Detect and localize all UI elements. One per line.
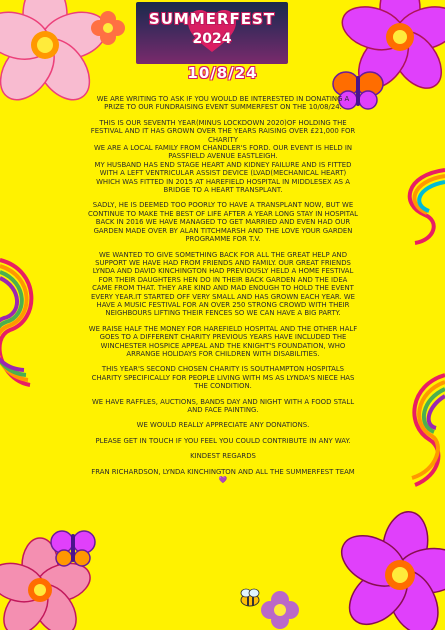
orange-flower-top-left xyxy=(88,8,128,48)
magenta-flower-bottom-right xyxy=(335,510,445,630)
event-year: 2024 xyxy=(192,31,232,47)
letter-paragraph: THIS YEAR'S SECOND CHOSEN CHARITY IS SOUTHAMPTON HOSPITALS CHARITY SPECIFICALLY FOR PEOPLE LIVING WITH MS AS LYNDA'S NIECE HAS THE CONDITION. xyxy=(91,365,355,391)
butterfly-icon-bottom-left xyxy=(50,528,96,570)
letter-paragraph: WE ARE WRITING TO ASK IF YOU WOULD BE INTERESTED IN DONATING A PRIZE TO OUR FUNDRAISING EVENT SUMMERFEST ON THE 10/08/24. xyxy=(96,95,350,112)
event-date: 10/8/24 xyxy=(187,64,258,82)
rainbow-swirl-left xyxy=(0,250,50,390)
letter-paragraph: WE WANTED TO GIVE SOMETHING BACK FOR ALL THE GREAT HELP AND SUPPORT WE HAVE HAD FROM FRIENDS AND FAMILY. OUR GREAT FRIENDS LYNDA AND DAVID KINCHINGTON HAD PREVIOUSLY HELD A HOME FESTIVAL FOR THEIR DAUGHTERS HEN DO IN THEIR BACK GARDEN AND THE IDEA CAME FROM THAT. THEY ARE KIND AND MAD ENOUGH TO HOLD THE EVENT EVERY YEAR.IT STARTED OFF VERY SMALL AND HAS GROWN EACH YEAR. WE HAVE A MUSIC FESTIVAL FOR AN OVER 250 STRONG CROWD WITH THEIR NEIGHBOURS LIFTING THEIR FENCES SO WE CAN HAVE A BIG PARTY. xyxy=(91,250,355,318)
letter-body xyxy=(88,95,358,491)
letter-paragraph: WE WOULD REALLY APPRECIATE ANY DONATIONS. xyxy=(136,421,310,430)
event-title: SUMMERFEST xyxy=(148,10,276,28)
letter-paragraph: WE RAISE HALF THE MONEY FOR HAREFIELD HOSPITAL AND THE OTHER HALF GOES TO A DIFFERENT CHARITY PREVIOUS YEARS HAVE INCLUDED THE WINCHESTER HOSPICE APPEAL AND THE KNIGHT'S FOUNDATION, WHO ARRANGE HOLIDAYS FOR CHILDREN WITH DISABILITIES. xyxy=(88,324,358,358)
letter-paragraph: THIS IS OUR SEVENTH YEAR(MINUS LOCKDOWN 2020)OF HOLDING THE FESTIVAL AND IT HAS GROWN OVER THE YEARS RAISING OVER £21,000 FOR CHARITY WE ARE A LOCAL FAMILY FROM CHANDLER'S FORD. OUR EVENT IS HELD IN PASSFIELD AVENUE EASTLEIGH. MY HUSBAND HAS END STAGE HEART AND KIDNEY FAILURE AND IS FITTED WITH A LEFT VENTRICULAR ASSIST DEVICE (LVAD(MECHANICAL HEART) WHICH WAS FITTED IN 2015 AT HAREFIELD HOSPITAL IN MIDDLESEX AS A BRIDGE TO A HEART TRANSPLANT. xyxy=(90,118,356,195)
summerfest-banner xyxy=(136,2,288,64)
letter-paragraph: SADLY, HE IS DEEMED TOO POORLY TO HAVE A TRANSPLANT NOW, BUT WE CONTINUE TO MAKE THE BEST OF LIFE AFTER A YEAR LONG STAY IN HOSPITAL BACK IN 2016 WE HAVE MANAGED TO GET MARRIED AND EVEN HAD OUR GARDEN MADE OVER BY ALAN TITCHMARSH AND THE LOVE YOUR GARDEN PROGRAMME FOR T.V. xyxy=(88,201,359,244)
bee-icon xyxy=(237,588,263,608)
rainbow-swirl-right-upper xyxy=(395,165,445,245)
letter-paragraph: PLEASE GET IN TOUCH IF YOU FEEL YOU COULD CONTRIBUTE IN ANY WAY. xyxy=(95,436,351,445)
letter-paragraph: WE HAVE RAFFLES, AUCTIONS, BANDS DAY AND NIGHT WITH A FOOD STALL AND FACE PAINTING. xyxy=(91,397,355,414)
letter-signature: FRAN RICHARDSON, LYNDA KINCHINGTON AND ALL THE SUMMERFEST TEAM 💜 xyxy=(91,467,355,485)
purple-heart-icon: 💜 xyxy=(218,476,228,485)
rainbow-swirl-right-middle xyxy=(390,370,445,490)
letter-closing: KINDEST REGARDS xyxy=(190,452,256,461)
